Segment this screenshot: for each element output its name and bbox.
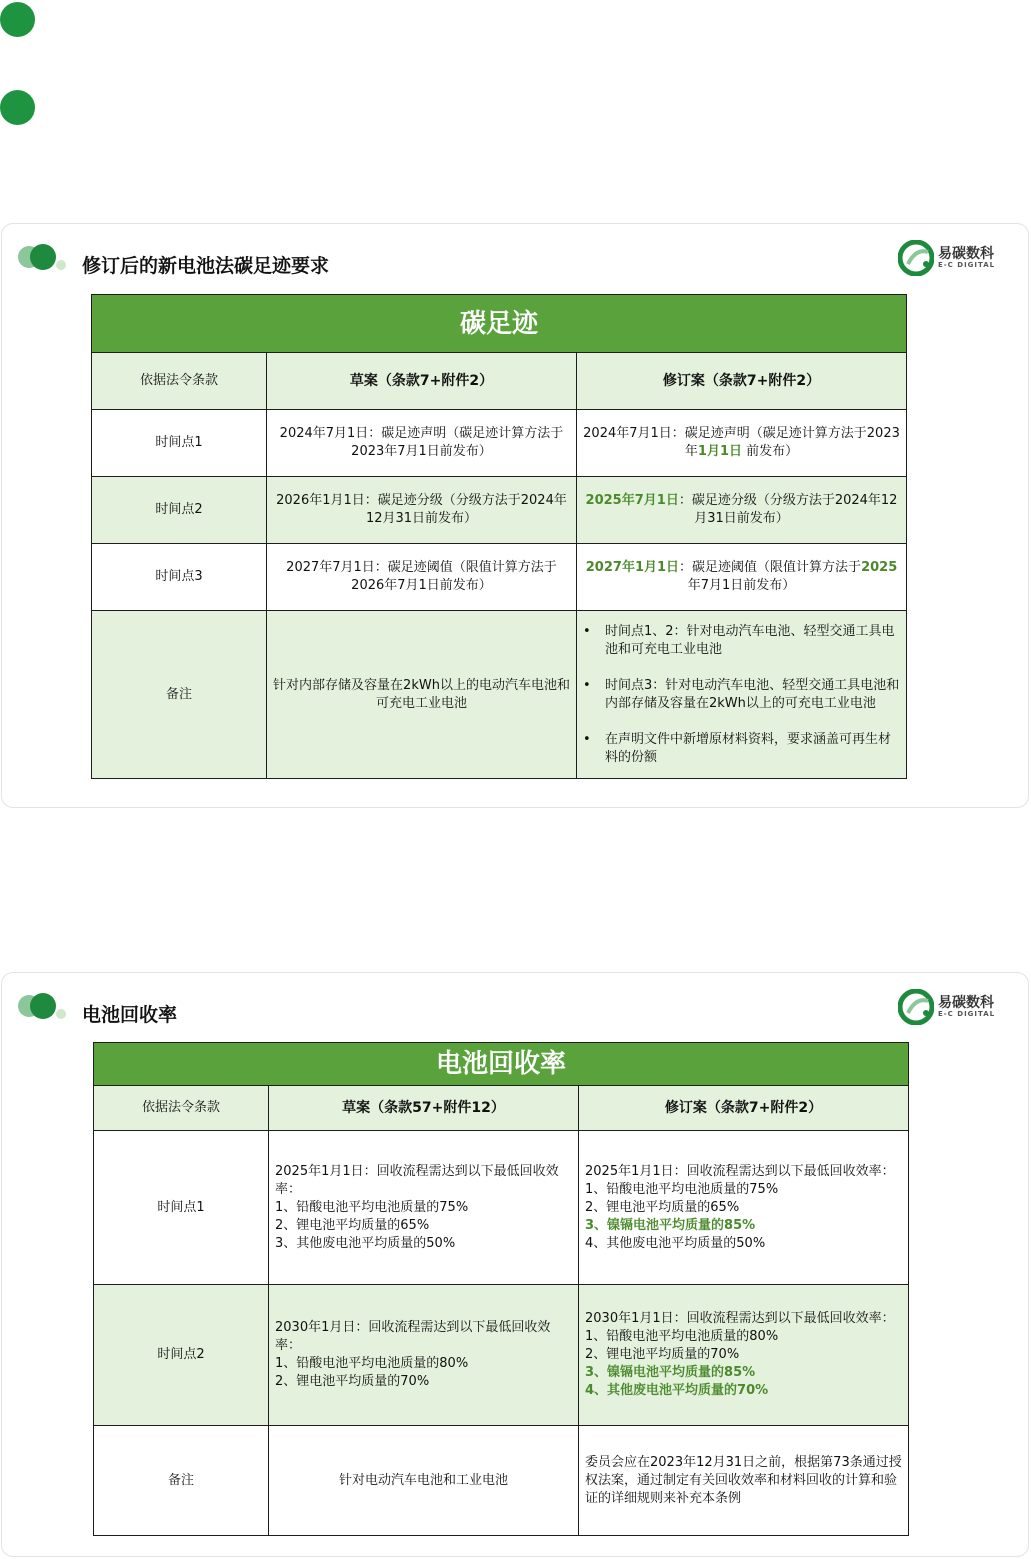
- decor-dot-1: [0, 2, 35, 37]
- revision-cell: 2027年1月1日：碳足迹阈值（限值计算方法于2025年7月1日前发布）: [577, 544, 907, 611]
- header-basis: 依据法令条款: [92, 353, 267, 410]
- table-title: 电池回收率: [94, 1043, 909, 1086]
- draft-cell: 针对内部存储及容量在2kWh以上的电动汽车电池和可充电工业电池: [267, 611, 577, 779]
- logo-text-cn: 易碳数科: [938, 246, 994, 262]
- revision-cell: 委员会应在2023年12月31日之前，根据第73条通过授权法案，通过制定有关回收效率和材料回收的计算和验证的详细规则来补充本条例: [579, 1426, 909, 1536]
- ec-digital-logo-icon: [898, 240, 934, 276]
- revision-cell: 2024年7月1日：碳足迹声明（碳足迹计算方法于2023年1月1日 前发布）: [577, 410, 907, 477]
- card-title: 电池回收率: [82, 1004, 178, 1026]
- row-label: 时间点1: [92, 410, 267, 477]
- row-label: 时间点1: [94, 1131, 269, 1285]
- header-revision: 修订案（条款7+附件2）: [579, 1086, 909, 1131]
- draft-cell: 针对电动汽车电池和工业电池: [269, 1426, 579, 1536]
- revision-cell: 2025年1月1日：回收流程需达到以下最低回收效率： 1、铅酸电池平均电池质量的75% 2、锂电池平均质量的65% 3、镍镉电池平均质量的85% 4、其他废电池平均质量的50%: [579, 1131, 909, 1285]
- row-label: 备注: [94, 1426, 269, 1536]
- title-bullet-icon: [18, 993, 70, 1025]
- note-item: • 在声明文件中新增原材料资料，要求涵盖可再生材料的份额: [605, 731, 900, 767]
- ec-digital-logo-icon: [898, 989, 934, 1025]
- battery-recycling-table: [93, 1042, 909, 1536]
- carbon-footprint-table: [91, 294, 907, 779]
- draft-cell: 2027年7月1日：碳足迹阈值（限值计算方法于2026年7月1日前发布）: [267, 544, 577, 611]
- row-label: 备注: [92, 611, 267, 779]
- header-draft: 草案（条款57+附件12）: [269, 1086, 579, 1131]
- draft-cell: 2030年1月日：回收流程需达到以下最低回收效率： 1、铅酸电池平均电池质量的80% 2、锂电池平均质量的70%: [269, 1285, 579, 1426]
- card-title: 修订后的新电池法碳足迹要求: [82, 255, 330, 277]
- title-bullet-icon: [18, 244, 70, 276]
- row-label: 时间点2: [94, 1285, 269, 1426]
- header-revision: 修订案（条款7+附件2）: [577, 353, 907, 410]
- logo-text-cn: 易碳数科: [938, 995, 994, 1011]
- decor-dot-2: [0, 90, 35, 125]
- revision-cell: 2025年7月1日：碳足迹分级（分级方法于2024年12月31日前发布）: [577, 477, 907, 544]
- row-label: 时间点3: [92, 544, 267, 611]
- draft-cell: 2026年1月1日：碳足迹分级（分级方法于2024年12月31日前发布）: [267, 477, 577, 544]
- logo-text-en: E-C DIGITAL: [938, 1010, 996, 1018]
- draft-cell: 2024年7月1日：碳足迹声明（碳足迹计算方法于2023年7月1日前发布）: [267, 410, 577, 477]
- draft-cell: 2025年1月1日：回收流程需达到以下最低回收效率： 1、铅酸电池平均电池质量的75% 2、锂电池平均质量的65% 3、其他废电池平均质量的50%: [269, 1131, 579, 1285]
- note-item: • 时间点3：针对电动汽车电池、轻型交通工具电池和内部存储及容量在2kWh以上的可充电工业电池: [605, 677, 900, 713]
- revision-notes-cell: [577, 611, 907, 779]
- header-basis: 依据法令条款: [94, 1086, 269, 1131]
- row-label: 时间点2: [92, 477, 267, 544]
- note-item: • 时间点1、2：针对电动汽车电池、轻型交通工具电池和可充电工业电池: [605, 623, 900, 659]
- company-logo: [898, 989, 998, 1025]
- revision-cell: 2030年1月1日：回收流程需达到以下最低回收效率： 1、铅酸电池平均电池质量的80% 2、锂电池平均质量的70% 3、镍镉电池平均质量的85% 4、其他废电池平均质量的70%: [579, 1285, 909, 1426]
- table-title: 碳足迹: [92, 295, 907, 353]
- logo-text-en: E-C DIGITAL: [938, 261, 996, 269]
- header-draft: 草案（条款7+附件2）: [267, 353, 577, 410]
- company-logo: [898, 240, 998, 276]
